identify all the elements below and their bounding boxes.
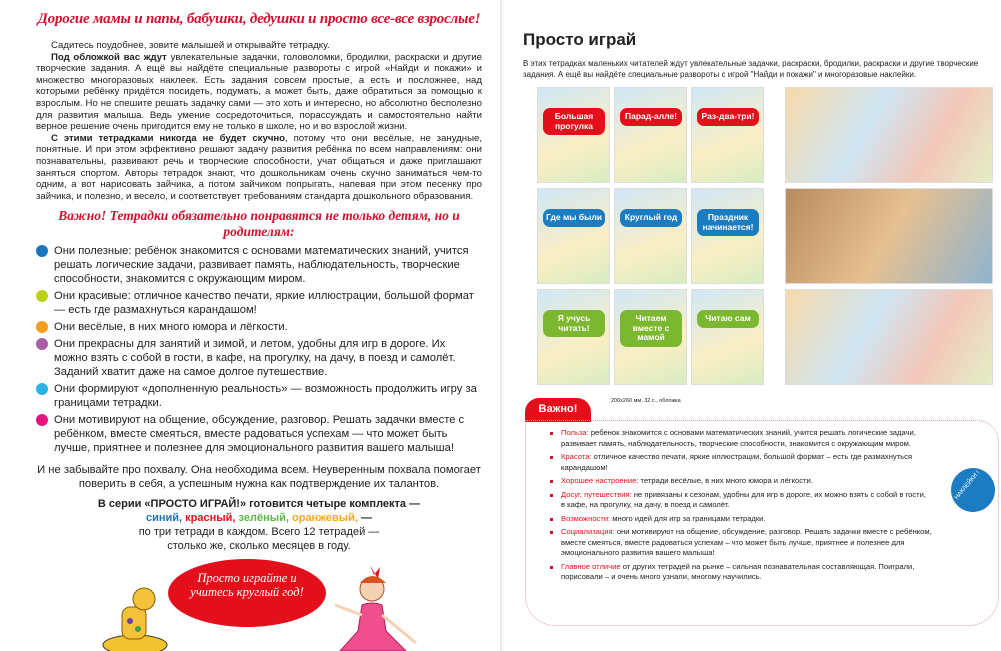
left-column <box>36 10 482 627</box>
page-heading: Дорогие мамы и папы, бабушки, дедушки и просто все-все взрослые! <box>37 11 481 27</box>
feature-item <box>547 428 932 449</box>
section-description: В этих тетрадках маленьких читателей ждут увлекательные задачки, раскраски, бродилки, раскраски и другие творческие задания. А ещё вы найдёте специальные развороты с игрой "Найди и покажи" и многоразовые наклейки. <box>523 59 979 79</box>
important-heading: Важно! Тетрадки обязательно понравятся не только детям, но и родителям: <box>58 208 460 240</box>
feature-label: Хорошее настроение: <box>561 476 639 485</box>
book-cover <box>614 188 687 284</box>
feature-text: отличное качество печати, яркие иллюстрации, большой формат – есть где размахнуться карандашом! <box>561 452 913 472</box>
color-blue: синий, <box>145 512 183 525</box>
spread-preview <box>785 188 993 284</box>
list-item-text: Они формируют «дополненную реальность» — возможность продолжить игру за границами тетрадки. <box>54 383 477 410</box>
list-item-text: Они весёлые, в них много юмора и лёгкости. <box>54 321 288 334</box>
cover-title: Парад-алле! <box>620 108 682 126</box>
stickers-badge: НАКЛЕЙКИ ! <box>942 459 1001 521</box>
book-specs: 200x260 мм, 32 с., обложка <box>611 398 681 404</box>
feature-text: ребенок знакомится с основами математических знаний, учится решать логические задачи, развивает память, наблюдательность, творческие способности, знакомится с окружающим миром. <box>561 428 916 448</box>
feature-label: Красота: <box>561 452 592 461</box>
book-cover <box>537 188 610 284</box>
bullet-dot-icon <box>36 383 48 395</box>
list-item <box>36 289 482 317</box>
book-cover <box>691 188 764 284</box>
spread-preview <box>785 289 993 385</box>
list-item-text: Они полезные: ребёнок знакомится с основами математических знаний, учится решать логические задачи, развивает память, наблюдательность, творческие способности, знакомится с окружающим миром. <box>54 245 469 286</box>
list-item-text: Они мотивируют на общение, обсуждение, разговор. Решать задачки вместе с ребёнком, вместе смеяться, вместе радоваться успехам — что может быть лучше, приятнее и полезнее для эмоционального развития вашего малыша! <box>54 414 465 455</box>
right-page <box>503 0 1001 651</box>
intro-text <box>36 40 482 202</box>
feature-item <box>547 476 932 487</box>
feature-label: Досуг, путешествия: <box>561 489 632 499</box>
list-item-text: Они красивые: отличное качество печати, яркие иллюстрации, большой формат — есть где размахнуться карандашом! <box>54 290 474 317</box>
book-cover <box>691 289 764 385</box>
section-title: Просто играй <box>523 30 637 49</box>
list-item <box>36 244 482 286</box>
color-green: зелёный, <box>238 512 289 525</box>
bullet-dot-icon <box>36 338 48 350</box>
bullet-dot-icon <box>36 321 48 333</box>
features-list <box>547 428 932 586</box>
feature-text: они мотивируют на общение, обсуждение, разговор. Решать задачки вместе с ребёнком, вместе смеяться, вместе радоваться успехам – что может быть лучше, приятнее и полезнее для эмоционального развития вашего малыша! <box>561 527 932 557</box>
intro-p2-bold: Под обложкой вас ждут <box>51 51 167 63</box>
bullet-dot-icon <box>36 290 48 302</box>
book-cover <box>614 87 687 183</box>
intro-p2-text: увлекательные задачки, головоломки, бродилки, раскраски и другие творческие задания. А ещё вы найдёте специальные развороты с игрой «Найди и покажи» и множество многоразовых наклеек. Есть задания совсем простые, а есть и посложнее, над которыми ребёнку придётся посидеть, подумать, а может быть, даже обратиться за помощью к взрослым. Но не спешите решать задачку сами — это хоть и интересно, но абсолютно бесполезно для развития малыша. Ведь умение сосредоточиться, порассуждать и самостоятельно найти верное решение очень пригодится ему не только в школе, но и во взрослой жизни. <box>36 51 482 133</box>
color-red: красный, <box>185 512 236 525</box>
intro-p2 <box>36 52 482 133</box>
book-cover <box>537 87 610 183</box>
feature-item <box>547 527 932 559</box>
list-item-text: Они прекрасны для занятий и зимой, и летом, удобны для игр в дороге. Их можно взять с собой в гости, в кафе, на прогулку, на дачу, в поезд и самолёт. Заданий хватит даже на самое долгое путешествие. <box>54 338 456 379</box>
left-page <box>0 0 500 651</box>
speech-bubble: Просто играйте и учитесь круглый год! <box>168 559 326 627</box>
list-item <box>36 413 482 455</box>
feature-label: Главное отличие <box>561 561 621 571</box>
list-item <box>36 320 482 334</box>
book-cover <box>614 289 687 385</box>
important-tab: Важно! <box>525 398 591 422</box>
feature-label: Социализация: <box>561 527 615 536</box>
cover-title: Я учусь читать! <box>543 310 605 337</box>
cover-title: Праздник начинается! <box>697 209 759 236</box>
list-item <box>36 337 482 379</box>
cover-title: Где мы были <box>543 209 605 227</box>
book-cover <box>537 289 610 385</box>
spread-preview <box>785 87 993 183</box>
feature-text: тетради весёлые, в них много юмора и лёгкости. <box>638 476 813 485</box>
cover-title: Большая прогулка <box>543 108 605 135</box>
book-cover <box>691 87 764 183</box>
intro-p3 <box>36 133 482 203</box>
praise-text: И не забывайте про похвалу. Она необходима всем. Неуверенным похвала помогает поверить в себя, а успешным нужна как подтверждение их талантов. <box>37 464 481 491</box>
feature-text: от других тетрадей на рынке – сильная познавательная составляющая. Поиграли, порисовали – и очень много узнали, многому научились. <box>561 561 915 581</box>
series-line-3: по три тетради в каждом. Всего 12 тетрадей — <box>138 526 380 539</box>
feature-item <box>547 562 932 583</box>
feature-label: Польза: <box>561 428 589 437</box>
benefits-list <box>36 244 482 455</box>
series-colors <box>60 511 458 525</box>
series-line-1: В серии «ПРОСТО ИГРАЙ!» готовится четыре комплекта — <box>97 498 421 511</box>
cover-title: Раз-два-три! <box>697 108 759 126</box>
list-item <box>36 382 482 410</box>
feature-label: Возможности: <box>561 513 611 523</box>
intro-p3-text: , потому что они весёлые, не занудные, понятные. И при этом эффективно решают задачу развития ребёнка по всем направлениям: они познавательны, развивают речь и творческие способности, учат общаться и даже приглашают заняться спортом. Авторы тетрадок знают, что дошкольникам очень скучно заниматься чем-то одним, а вот нарисовать зайчика, а потом зайчиком попрыгать, напевая при этом песенку про зайчика, и полезно, и весело, и соответствует требованиям стандарта дошкольного образования. <box>36 132 482 202</box>
feature-item <box>547 514 932 525</box>
series-text <box>60 497 458 553</box>
intro-p3-bold: С этими тетрадками никогда не будет скучно <box>51 132 286 144</box>
feature-item <box>547 490 932 511</box>
color-orange: оранжевый, <box>292 512 358 525</box>
cover-title: Круглый год <box>620 209 682 227</box>
feature-item <box>547 452 932 473</box>
cover-title: Читаю сам <box>697 310 759 328</box>
bullet-dot-icon <box>36 245 48 257</box>
bullet-dot-icon <box>36 414 48 426</box>
feature-text: много идей для игр за границами тетрадки. <box>610 513 766 523</box>
feature-text: не привязаны к сезонам, удобны для игр в дороге, их можно взять с собой в гости, в кафе, на прогулку, на дачу, в поезд и самолёт. <box>561 489 926 509</box>
intro-p1: Садитесь поудобнее, зовите малышей и открывайте тетрадку. <box>51 40 330 51</box>
series-dash: — <box>357 512 373 525</box>
series-line-4: столько же, сколько месяцев в году. <box>167 540 351 553</box>
cover-title: Читаем вместе с мамой <box>620 310 682 347</box>
